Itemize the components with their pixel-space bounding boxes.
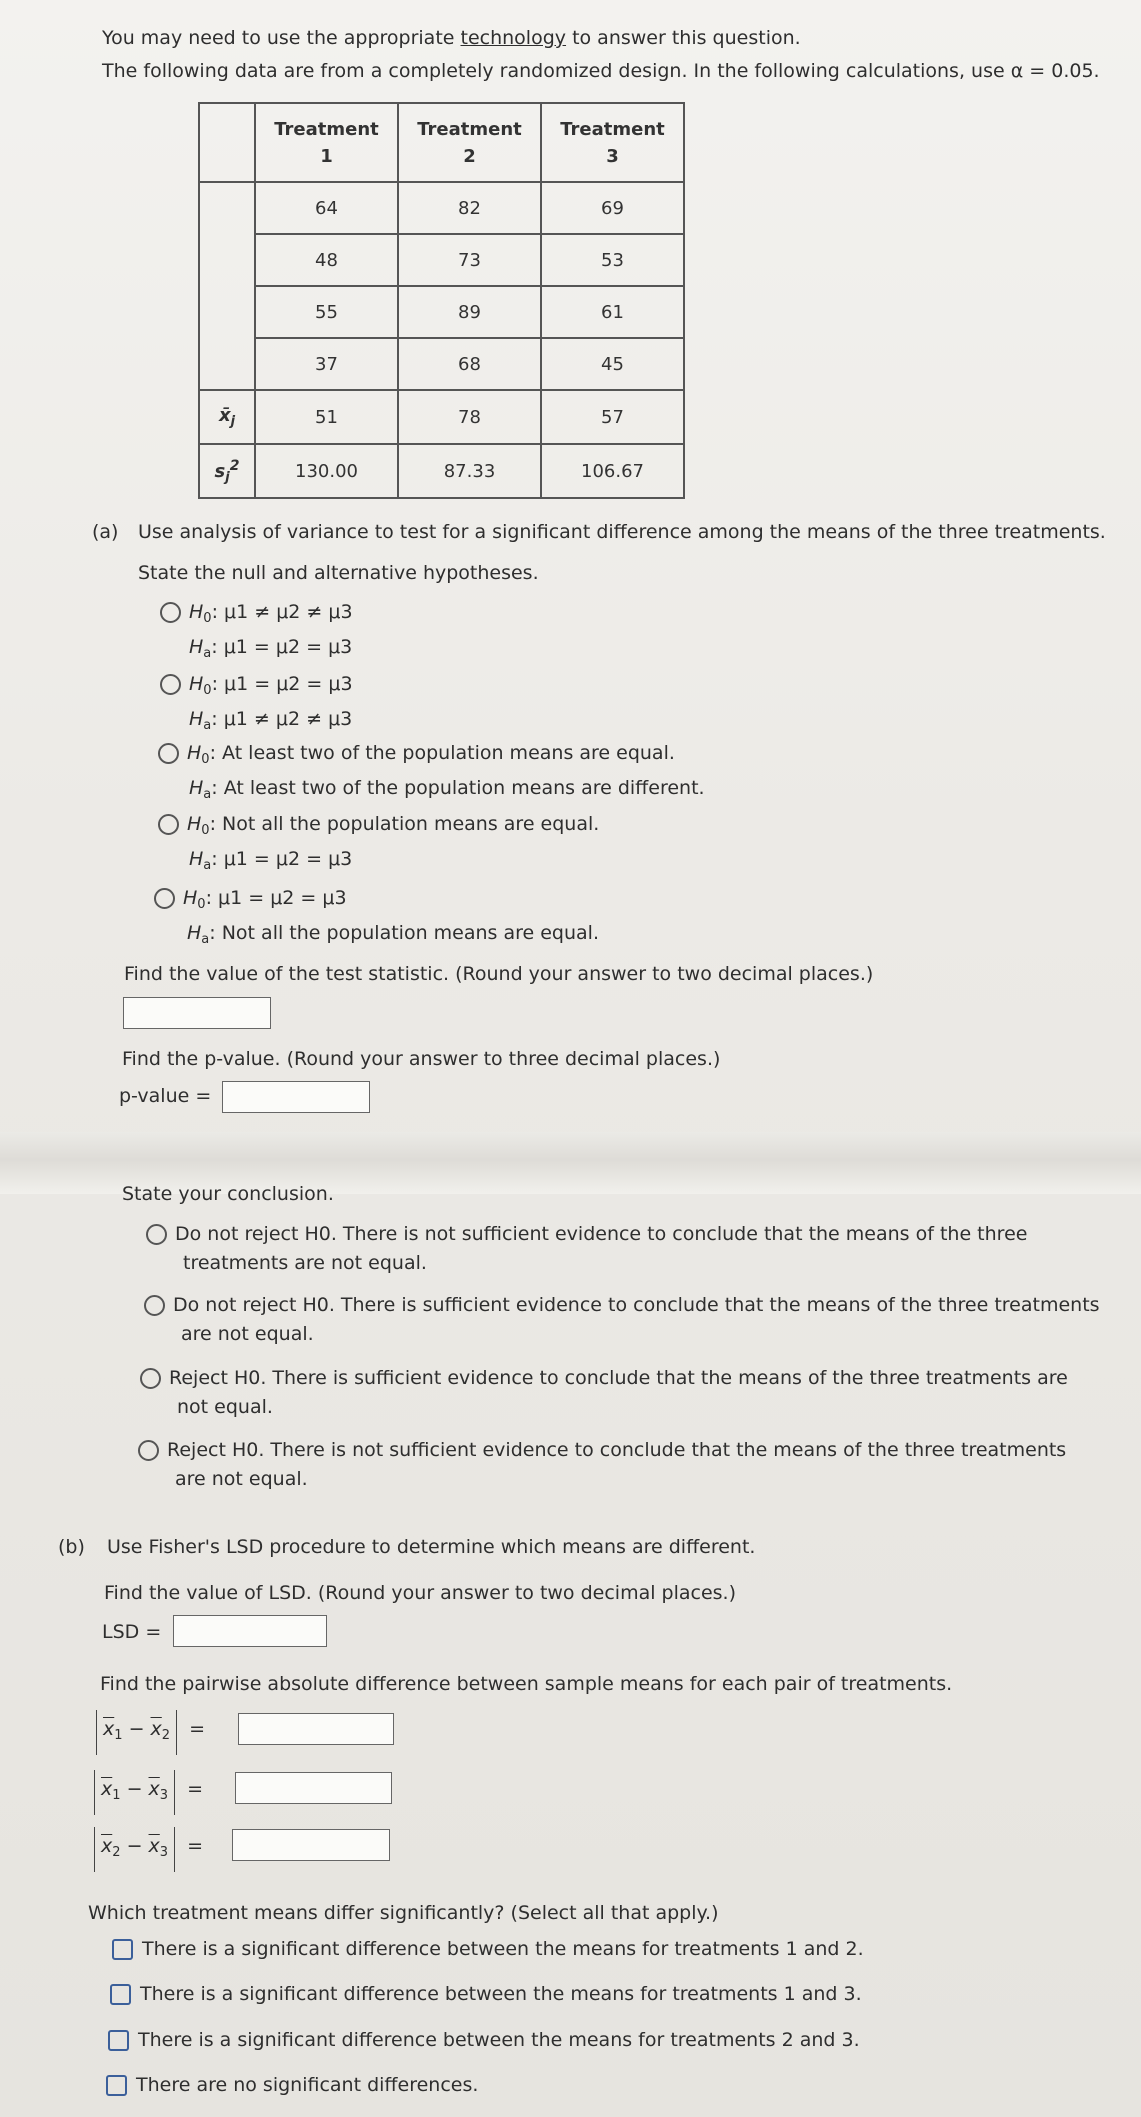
choice-1-2[interactable]: There is a significant difference between the means for treatments 1 and 2. bbox=[112, 1935, 864, 1964]
part-a-question: Use analysis of variance to test for a significant difference among the means of the three treatments. bbox=[138, 521, 1106, 543]
checkbox[interactable] bbox=[112, 1939, 133, 1960]
cell: 64 bbox=[255, 182, 398, 234]
cell: 53 bbox=[541, 234, 684, 286]
intro-text: You may need to use the appropriate bbox=[102, 27, 461, 49]
radio-button[interactable] bbox=[158, 743, 179, 764]
choice-1-3[interactable]: There is a significant difference between the means for treatments 1 and 3. bbox=[110, 1980, 862, 2009]
pairwise-prompt: Find the pairwise absolute difference between sample means for each pair of treatments. bbox=[100, 1673, 953, 1695]
pair-2-3-label: $\overline{x}_2 - \overline{x}_3$ = bbox=[94, 1827, 203, 1872]
header-treatment-1: Treatment 1 bbox=[255, 103, 398, 182]
cell: 37 bbox=[255, 338, 398, 390]
conclusion-option-3[interactable]: Reject H0. There is sufficient evidence to conclude that the means of the three treatments are not equal. bbox=[140, 1364, 1068, 1422]
radio-button[interactable] bbox=[158, 814, 179, 835]
obs-label-cell bbox=[199, 182, 255, 390]
hypothesis-option-4[interactable]: $H_0$: Not all the population means are equal. $H_a$: μ1 = μ2 = μ3 bbox=[158, 810, 599, 880]
diff-1-2-input[interactable] bbox=[238, 1713, 394, 1745]
cell: 55 bbox=[255, 286, 398, 338]
cell: 82 bbox=[398, 182, 541, 234]
hypotheses-prompt: State the null and alternative hypotheses. bbox=[138, 562, 539, 584]
intro-line-1 bbox=[102, 27, 801, 49]
cell: 69 bbox=[541, 182, 684, 234]
differ-prompt: Which treatment means differ significantly? (Select all that apply.) bbox=[88, 1902, 719, 1924]
radio-button[interactable] bbox=[160, 674, 181, 695]
radio-button[interactable] bbox=[146, 1224, 167, 1245]
radio-button[interactable] bbox=[160, 602, 181, 623]
checkbox[interactable] bbox=[110, 1984, 131, 2005]
pair-1-2-label: $\overline{x}_1 - \overline{x}_2$ = bbox=[96, 1710, 205, 1755]
diff-2-3-input[interactable] bbox=[232, 1829, 390, 1861]
hypothesis-option-5[interactable]: $H_0$: μ1 = μ2 = μ3 $H_a$: Not all the population means are equal. bbox=[154, 884, 599, 954]
data-table bbox=[198, 102, 685, 499]
radio-button[interactable] bbox=[138, 1440, 159, 1461]
choice-2-3[interactable]: There is a significant difference between the means for treatments 2 and 3. bbox=[108, 2026, 860, 2055]
diff-1-3-input[interactable] bbox=[235, 1772, 392, 1804]
variance-cell: 130.00 bbox=[255, 444, 398, 498]
conclusion-option-1[interactable]: Do not reject H0. There is not sufficient evidence to conclude that the means of the three treatments are not equal. bbox=[146, 1220, 1027, 1278]
lsd-input[interactable] bbox=[173, 1615, 327, 1647]
header-treatment-3: Treatment 3 bbox=[541, 103, 684, 182]
cell: 68 bbox=[398, 338, 541, 390]
mean-label: $x̄_j$ bbox=[199, 390, 255, 444]
intro-text-end: to answer this question. bbox=[566, 27, 801, 49]
checkbox[interactable] bbox=[106, 2075, 127, 2096]
checkbox[interactable] bbox=[108, 2030, 129, 2051]
part-a-label: (a) bbox=[92, 521, 119, 543]
header-treatment-2: Treatment 2 bbox=[398, 103, 541, 182]
technology-link[interactable]: technology bbox=[460, 27, 567, 49]
pvalue-input[interactable] bbox=[222, 1081, 370, 1113]
corner-cell bbox=[199, 103, 255, 182]
mean-cell: 57 bbox=[541, 390, 684, 444]
cell: 61 bbox=[541, 286, 684, 338]
radio-button[interactable] bbox=[154, 888, 175, 909]
pvalue-prompt: Find the p-value. (Round your answer to three decimal places.) bbox=[122, 1048, 721, 1070]
pvalue-label: p-value = bbox=[119, 1085, 212, 1107]
conclusion-prompt: State your conclusion. bbox=[122, 1183, 334, 1205]
conclusion-option-2[interactable]: Do not reject H0. There is sufficient evidence to conclude that the means of the three treatments are not equal. bbox=[144, 1291, 1100, 1349]
conclusion-option-4[interactable]: Reject H0. There is not sufficient evidence to conclude that the means of the three treatments are not equal. bbox=[138, 1436, 1066, 1494]
lsd-label: LSD = bbox=[102, 1621, 162, 1643]
cell: 73 bbox=[398, 234, 541, 286]
variance-cell: 87.33 bbox=[398, 444, 541, 498]
cell: 45 bbox=[541, 338, 684, 390]
hypothesis-option-3[interactable]: $H_0$: At least two of the population means are equal. $H_a$: At least two of the population means are different. bbox=[158, 739, 705, 809]
cell: 89 bbox=[398, 286, 541, 338]
test-stat-input[interactable] bbox=[123, 997, 271, 1029]
lsd-prompt: Find the value of LSD. (Round your answer to two decimal places.) bbox=[104, 1582, 737, 1604]
variance-label: $s_j^2$ bbox=[199, 444, 255, 498]
radio-button[interactable] bbox=[140, 1368, 161, 1389]
choice-none[interactable]: There are no significant differences. bbox=[106, 2071, 478, 2100]
hypothesis-option-1[interactable]: $H_0$: μ1 ≠ μ2 ≠ μ3 $H_a$: μ1 = μ2 = μ3 bbox=[160, 598, 353, 668]
part-b-label: (b) bbox=[58, 1536, 85, 1558]
variance-cell: 106.67 bbox=[541, 444, 684, 498]
cell: 48 bbox=[255, 234, 398, 286]
intro-line-2: The following data are from a completely randomized design. In the following calculations, use α = 0.05. bbox=[102, 60, 1100, 82]
pair-1-3-label: $\overline{x}_1 - \overline{x}_3$ = bbox=[94, 1770, 203, 1815]
hypothesis-option-2[interactable]: $H_0$: μ1 = μ2 = μ3 $H_a$: μ1 ≠ μ2 ≠ μ3 bbox=[160, 670, 353, 740]
part-b-question: Use Fisher's LSD procedure to determine which means are different. bbox=[107, 1536, 756, 1558]
mean-cell: 51 bbox=[255, 390, 398, 444]
radio-button[interactable] bbox=[144, 1295, 165, 1316]
test-stat-prompt: Find the value of the test statistic. (Round your answer to two decimal places.) bbox=[124, 963, 874, 985]
mean-cell: 78 bbox=[398, 390, 541, 444]
